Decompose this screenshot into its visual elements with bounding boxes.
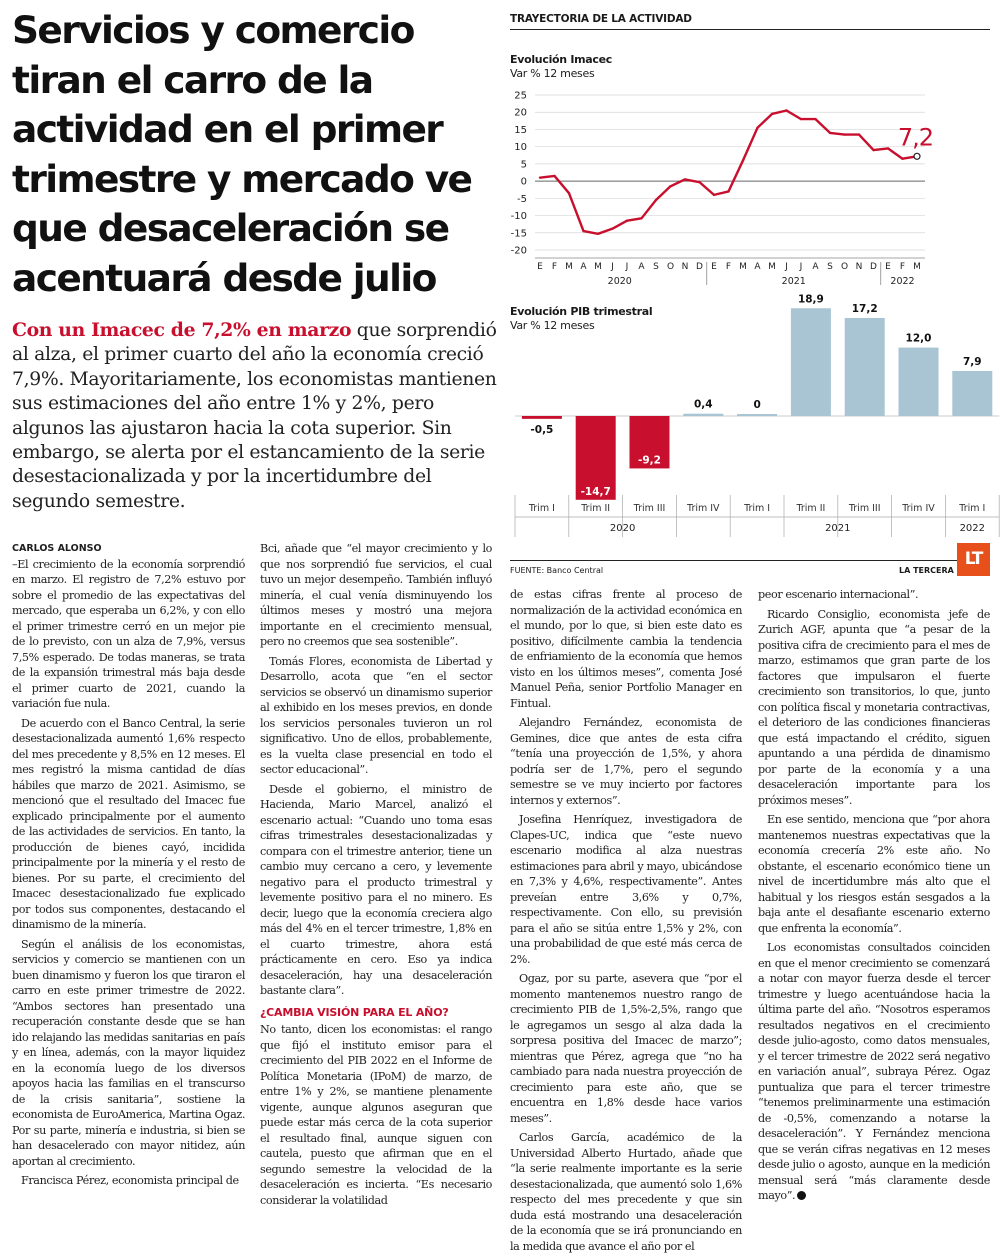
- data-point: [771, 113, 773, 115]
- bar: [899, 348, 939, 416]
- x-tick-label: Trim III: [633, 503, 666, 514]
- article-column-1: [12, 541, 245, 1193]
- bar-value-label: -0,5: [530, 423, 554, 436]
- x-tick-label: F: [551, 262, 558, 272]
- y-tick-label: 20: [514, 107, 527, 119]
- y-tick-label: 25: [514, 90, 527, 102]
- x-tick-label: A: [580, 262, 587, 272]
- article-paragraph: Ricardo Consiglio, economista jefe de Zurich AGF, apunta que “a pesar de la positiva cifra de crecimiento para el mes de marzo, estimamos que gran parte de los factores que impulsaron el fuerte crecimiento son transitorios, lo que, junto con política fiscal y monetaria contractivas, el deterioro de las condiciones financieras que está impactando el crédito, siguen apuntando a una pérdida de dinamismo por parte de la economía y a una desaceleración importante para los próximos meses”.: [758, 607, 990, 807]
- bar-value-label: 12,0: [905, 332, 932, 345]
- article-paragraph: En ese sentido, menciona que “por ahora mantenemos nuestras expectativas que la economía crecería 2% este año. No obstante, el escenario económico tiene un nivel de incertidumbre más alto que el habitual y los riesgos están sesgados a la baja ante el desafiante escenario externo que enfrenta la economía”.: [758, 813, 990, 935]
- x-tick-label: E: [885, 262, 891, 272]
- article-paragraph: –El crecimiento de la economía sorprendió en marzo. El registro de 7,2% estuvo por sobre el promedio de las expectativas del mercado, que esperaba un 6,2%, y con ello el primer trimestre cerró en un mejor pie de lo previsto, con un alza de 7,9%, versus 7,5% esperado. De todas maneras, se trata de la expansión trimestral más baja desde el primer cuarto de 2021, cuando la variación fue nula.: [12, 557, 245, 710]
- source-rule: [510, 560, 990, 561]
- year-label: 2021: [825, 523, 851, 534]
- bar: [683, 414, 723, 416]
- year-label: 2021: [781, 276, 806, 287]
- article-column-2: [260, 541, 492, 1212]
- data-point: [553, 175, 555, 177]
- bar: [737, 414, 777, 416]
- data-point: [829, 132, 831, 134]
- article-column-4: [758, 587, 990, 1208]
- x-tick-label: Trim I: [959, 503, 986, 514]
- data-point: [901, 158, 903, 160]
- last-value-label: 7,2: [897, 123, 933, 152]
- data-point: [756, 127, 758, 129]
- x-tick-label: M: [739, 262, 747, 272]
- x-tick-label: E: [537, 262, 543, 272]
- bar-value-label: 0,4: [693, 398, 713, 411]
- data-point: [582, 230, 584, 232]
- year-label: 2020: [607, 276, 632, 287]
- lt-logo: LT: [957, 543, 990, 576]
- article-paragraph: de estas cifras frente al proceso de normalización de la actividad económica en el mundo, por lo que, si bien este dato es positivo, difícilmente cambia la tendencia de enfriamiento de la economía que hemos visto en los últimos meses”, comenta José Manuel Peña, senior Portfolio Manager en Fintual.: [510, 588, 742, 710]
- headline: Servicios y comercio tiran el carro de la actividad en el primer trimestre y mercado ve que desaceleración se acentuará desde julio: [12, 8, 472, 300]
- bar-value-label: 17,2: [851, 302, 878, 315]
- year-label: 2020: [609, 523, 636, 534]
- bar-value-label: 18,9: [797, 293, 824, 306]
- x-tick-label: N: [681, 262, 689, 272]
- data-point: [713, 194, 715, 196]
- infographic-title: TRAYECTORIA DE LA ACTIVIDAD: [510, 13, 692, 25]
- y-tick-label: -10: [510, 211, 527, 223]
- x-tick-label: S: [827, 262, 833, 272]
- article-paragraph: Josefina Henríquez, investigadora de Clapes-UC, indica que “este nuevo escenario modifica al alza nuestras estimaciones para abril y mayo, ubicándose en 7,3% y 4,6%, respectivamente”. Antes preveían entre 3,6% y 0,7%, respectivamente. Con ello, su previsión para el año se sitúa entre 1,5% y 2%, con una probabilidad de que esté más cerca de 2%.: [510, 813, 742, 966]
- data-point: [539, 176, 541, 178]
- imacec-chart-title: Evolución Imacec: [510, 53, 613, 66]
- data-point: [727, 190, 729, 192]
- article-paragraph: peor escenario internacional”.: [758, 588, 919, 601]
- end-mark-icon: [797, 1191, 806, 1200]
- data-point: [655, 199, 657, 201]
- article-paragraph: No tanto, dicen los economistas: el rango que fijó el instituto emisor para el crecimiento del PIB 2022 en el Informe de Política Monetaria (IPoM) de marzo, de entre 1% y 2%, se mantiene plenamente vigente, aunque algunos aseguran que puede estar más cerca de la cota superior el resultado final, aunque siguen con cautela, puesto que afirman que en el segundo semestre la velocidad de la desaceleración es incierta. “Es necesario considerar la volatilidad: [260, 1023, 492, 1207]
- data-point: [626, 220, 628, 222]
- article-paragraph: Bci, añade que “el mayor crecimiento y lo que nos sorprendió fue servicios, el cual tuvo un mejor desempeño. También influyó minería, el cual venía disminuyendo los últimos meses y mostró una mejora importante en el crecimiento mensual, pero no creemos que sea sostenible”.: [260, 542, 492, 648]
- x-tick-label: N: [855, 262, 863, 272]
- y-tick-label: 0: [520, 176, 527, 188]
- x-tick-label: J: [785, 262, 788, 272]
- x-tick-label: F: [899, 262, 906, 272]
- data-point: [640, 217, 642, 219]
- bar: [845, 318, 885, 416]
- x-tick-label: Trim I: [744, 503, 771, 514]
- bar: [522, 416, 562, 419]
- bar-value-label: -9,2: [638, 454, 661, 467]
- year-label: 2022: [890, 276, 915, 287]
- x-tick-label: O: [840, 262, 849, 272]
- data-point: [872, 149, 874, 151]
- x-tick-label: E: [711, 262, 717, 272]
- source-note: FUENTE: Banco Central: [510, 566, 604, 575]
- lead-highlight: Con un Imacec de 7,2% en marzo: [12, 319, 352, 341]
- article-paragraph: Según el análisis de los economistas, servicios y comercio se mantienen con un buen dinamismo y fueron los que tiraron el carro en este primer trimestre de 2022. “Ambos sectores han presentado una recuperación constante desde que se han ido relajando las medidas sanitarias en país y en línea, además, con la mayor liquidez en la economía luego de los diversos apoyos hacia las familias en el transcurso de la crisis sanitaria”, sostiene la economista de EuroAmerica, Martina Ogaz. Por su parte, minería e industria, si bien se han desacelerado con mayor nitidez, aún aportan al crecimiento.: [12, 937, 245, 1168]
- data-point: [785, 109, 787, 111]
- lead-paragraph: [12, 318, 502, 514]
- bar-value-label: 7,9: [962, 355, 982, 368]
- article-paragraph: Ogaz, por su parte, asevera que “por el momento mantenemos nuestro rango de crecimiento PIB de 1,5%-2,5%, rango que le agregamos un sesgo al alza dada la sorpresa positiva del Imacec de marzo”; mientras que Pérez, agrega que “no ha cambiado para nada nuestra proyección de crecimiento para este año, que se encuentra en 1,8% desde hace varios meses”.: [510, 972, 742, 1125]
- x-tick-label: D: [696, 262, 703, 272]
- x-tick-label: A: [754, 262, 761, 272]
- y-tick-label: 15: [514, 124, 527, 136]
- y-tick-label: 10: [514, 142, 527, 154]
- x-tick-label: M: [768, 262, 776, 272]
- x-tick-label: D: [870, 262, 877, 272]
- lead-text: que sorprendió al alza, el primer cuarto del año la economía creció 7,9%. Mayoritariamente, los economistas mantienen sus estimaciones del año entre 1% y 2%, pero algunos las ajustaron hacia la cota superior. Sin embargo, se alerta por el estancamiento de la serie desestacionalizada y por la incertidumbre del segundo semestre.: [12, 320, 497, 512]
- top-rule: [510, 29, 990, 30]
- data-point: [597, 233, 599, 235]
- section-subhead: ¿CAMBIA VISIÓN PARA EL AÑO?: [260, 1005, 449, 1019]
- x-tick-label: J: [611, 262, 614, 272]
- bar-value-label: 0: [753, 399, 761, 411]
- article-paragraph: Carlos García, académico de la Universidad Alberto Hurtado, añade que “la serie realmente importante es la serie desestacionalizada, que aumentó solo 1,6% respecto del mes precedente y que sin duda está mostrando una desaceleración de la economía que se irá pronunciando en la medida que avance el año por el: [510, 1131, 742, 1253]
- brand-name: LA TERCERA: [899, 566, 954, 575]
- pib-bar-chart: [505, 293, 995, 535]
- article-paragraph: Alejandro Fernández, economista de Gemines, dice que antes de esta cifra “tenía una proyección de 1,5%, y ahora podría ser de 1,7%, pero el segundo semestre se ve muy incierto por factores internos y externos”.: [510, 716, 742, 807]
- imacec-line-chart: [505, 82, 995, 292]
- x-tick-label: A: [638, 262, 645, 272]
- author-byline: CARLOS ALONSO: [12, 543, 102, 554]
- bar: [952, 371, 992, 416]
- article-paragraph: Francisca Pérez, economista principal de: [21, 1174, 239, 1187]
- article-paragraph: Desde el gobierno, el ministro de Hacienda, Mario Marcel, analizó el escenario actual: “Cuando uno toma esas cifras trimestrales desestacionalizadas y compara con el trimestre anterior, tiene un cambio muy cercano a cero, y levemente negativo para el producto trimestral y levemente positivo para el no minero. Es decir, luego que la economía creciera algo más del 4% en el tercer trimestre, 1,8% en el cuarto trimestre, ahora está prácticamente en cero. Eso ya indica desaceleración, hay una desaceleración bastante clara”.: [260, 782, 492, 997]
- data-point: [887, 147, 889, 149]
- x-tick-label: M: [594, 262, 602, 272]
- y-tick-label: -5: [517, 193, 527, 205]
- x-tick-label: Trim I: [528, 503, 555, 514]
- article-text: Los economistas consultados coinciden en que el menor crecimiento se comenzará a notar con mayor fuerza desde el tercer trimestre y luego acentuándose hacia la última parte del año. “Nosotros esperamos resultados negativos en el crecimiento desde julio-agosto, como datos mensuales, y el tercer trimestre de 2022 será negativo en variación anual”, subraya Pérez. Ogaz puntualiza que para el tercer trimestre “tenemos preliminarmente una estimación de -0,5%, comenzando a notarse la desaceleración”. Y Fernández menciona que se verán cifras negativas en 12 meses desde julio o agosto, aunque en la medición mensual será “más claramente desde mayo”.: [758, 941, 990, 1202]
- article-column-3: [510, 587, 742, 1258]
- x-tick-label: S: [653, 262, 659, 272]
- data-point: [698, 181, 700, 183]
- x-tick-label: Trim II: [796, 503, 826, 514]
- data-point: [611, 227, 613, 229]
- article-paragraph: [758, 940, 990, 1204]
- data-point: [814, 118, 816, 120]
- x-tick-label: Trim IV: [687, 503, 720, 514]
- data-point: [742, 159, 744, 161]
- x-tick-label: O: [666, 262, 675, 272]
- last-point-marker: [914, 153, 920, 159]
- data-point: [669, 185, 671, 187]
- x-tick-label: Trim III: [848, 503, 881, 514]
- data-point: [568, 192, 570, 194]
- article-paragraph: De acuerdo con el Banco Central, la serie desestacionalizada aumentó 1,6% respecto del mes precedente y 8,5% en 12 meses. El mes registró la misma cantidad de días hábiles que marzo de 2021. Asimismo, se mencionó que el resultado del Imacec fue explicado principalmente por el aumento de las actividades de servicios. En tanto, la producción de bienes cayó, incidida principalmente por la minería y el resto de bienes. Por su parte, el crecimiento del Imacec desestacionalizado fue explicado por todos sus componentes, destacando el dinamismo de la minería.: [12, 716, 245, 931]
- bar-value-label: -14,7: [580, 485, 611, 498]
- imacec-chart-subtitle: Var % 12 meses: [510, 67, 595, 80]
- pib-chart-subtitle: Var % 12 meses: [510, 319, 595, 332]
- x-tick-label: A: [812, 262, 819, 272]
- x-tick-label: J: [799, 262, 803, 272]
- bar: [791, 308, 831, 416]
- x-tick-label: M: [913, 262, 921, 272]
- data-point: [843, 133, 845, 135]
- data-point: [858, 133, 860, 135]
- data-point: [800, 118, 802, 120]
- year-label: 2022: [959, 523, 986, 534]
- x-tick-label: J: [625, 262, 629, 272]
- data-point: [684, 178, 686, 180]
- pib-chart-title: Evolución PIB trimestral: [510, 305, 653, 318]
- y-tick-label: -20: [510, 245, 527, 257]
- x-tick-label: M: [565, 262, 573, 272]
- y-tick-label: -15: [510, 228, 527, 240]
- y-tick-label: 5: [520, 159, 527, 171]
- article-paragraph: Tomás Flores, economista de Libertad y Desarrollo, acota que “en el sector servicios se observó un dinamismo superior al exhibido en los meses previos, en donde los servicios personales tuvieron un rol significativo. Uno de ellos, probablemente, es la vuelta clase presencial en todo el sector educacional”.: [260, 654, 492, 776]
- x-tick-label: F: [725, 262, 732, 272]
- x-tick-label: Trim II: [581, 503, 611, 514]
- x-tick-label: Trim IV: [902, 503, 935, 514]
